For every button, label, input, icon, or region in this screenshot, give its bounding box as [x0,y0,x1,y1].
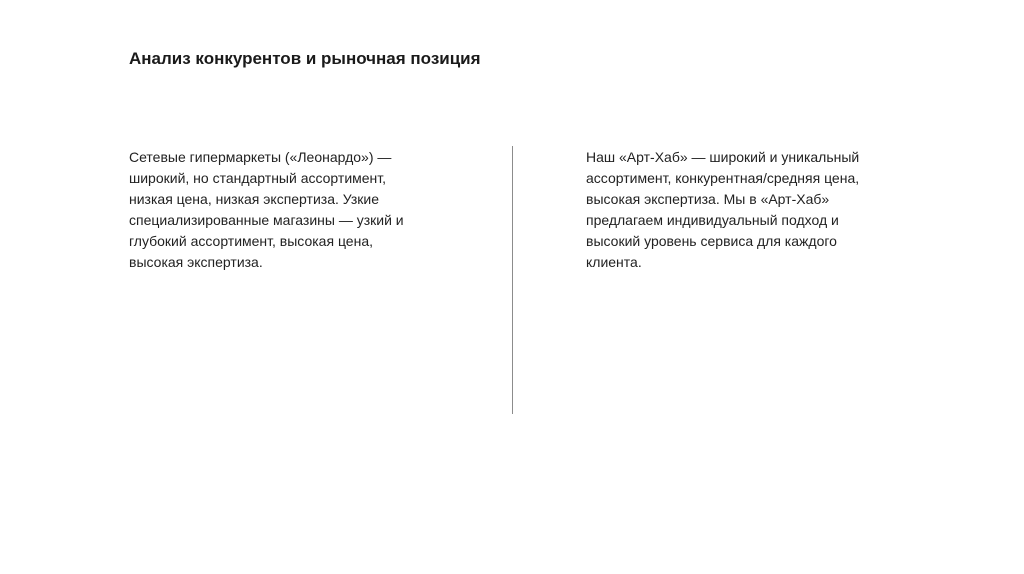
left-text-line: высокая экспертиза. [129,254,263,270]
slide-title: Анализ конкурентов и рыночная позиция [129,49,481,68]
left-text-line: низкая цена, низкая экспертиза. Узкие [129,191,380,207]
right-column-text [586,147,916,273]
left-column-text [129,147,459,273]
right-text-line: предлагаем индивидуальный подход и [586,212,839,228]
right-text-line: высокая экспертиза. Мы в «Арт-Хаб» [586,191,830,207]
column-divider [512,146,513,414]
left-text-line: широкий, но стандартный ассортимент, [129,170,387,186]
left-text-line: глубокий ассортимент, высокая цена, [129,233,373,249]
right-text-line: ассортимент, конкурентная/средняя цена, [586,170,860,186]
right-text-line: высокий уровень сервиса для каждого [586,233,837,249]
left-text-line: Сетевые гипермаркеты («Леонардо») — [129,149,392,165]
right-text-line: клиента. [586,254,642,270]
left-text-line: специализированные магазины — узкий и [129,212,404,228]
right-text-line: Наш «Арт-Хаб» — широкий и уникальный [586,149,860,165]
